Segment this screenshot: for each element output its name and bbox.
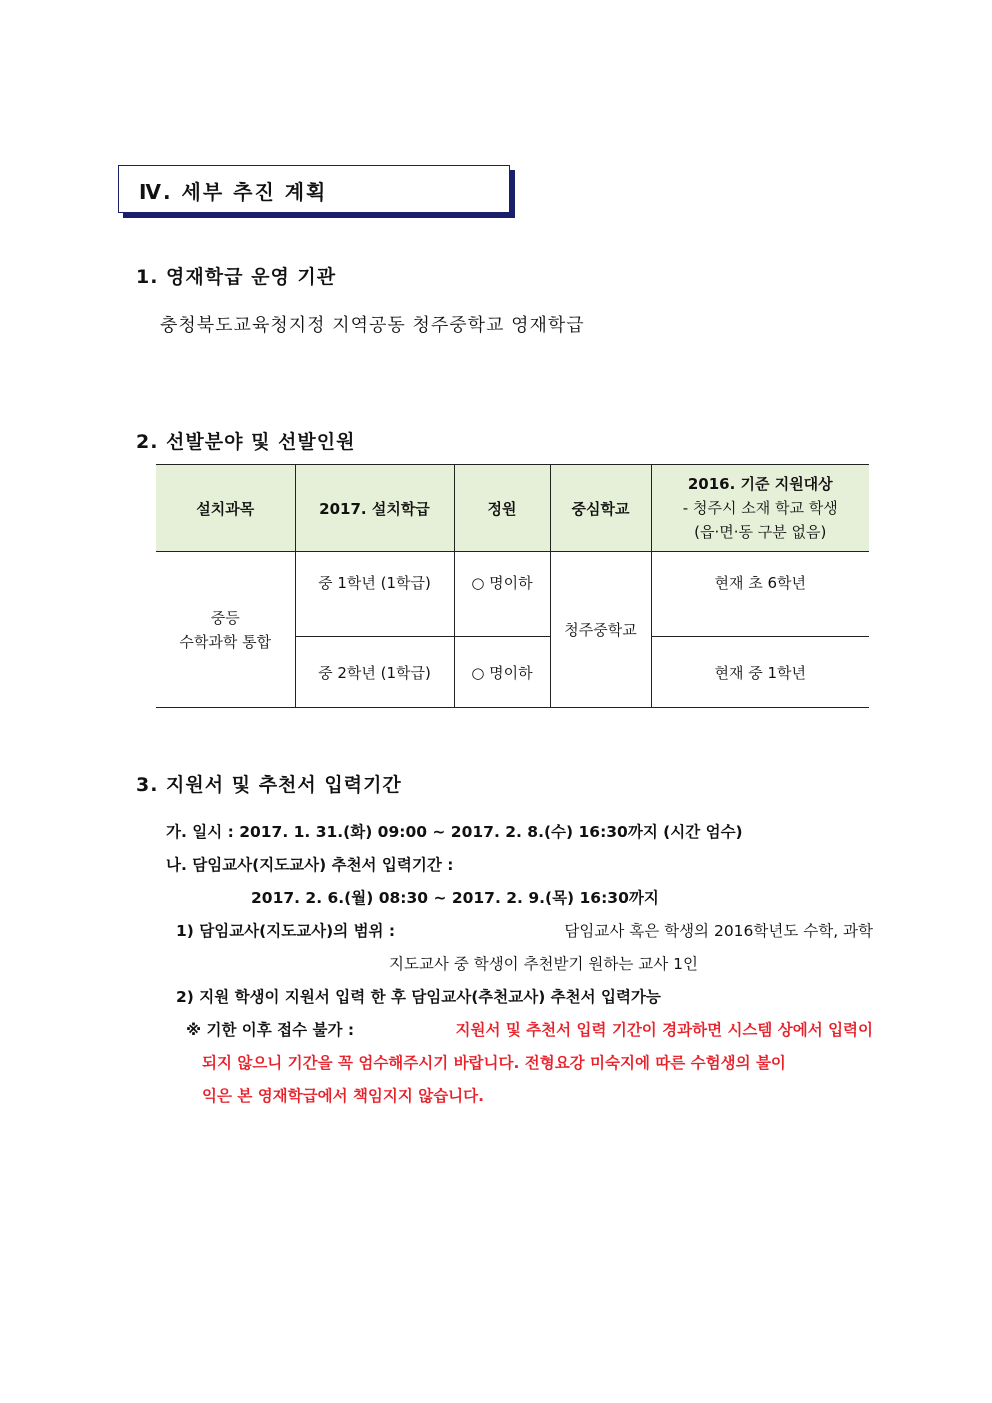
section2-title: 2. 선발분야 및 선발인원 [136, 431, 356, 453]
table-row [156, 552, 869, 637]
header-subject: 설치과목 [156, 465, 295, 552]
item1-label: 1) 담임교사(지도교사)의 범위 : [176, 922, 396, 940]
section3-title: 3. 지원서 및 추천서 입력기간 [136, 774, 402, 796]
section1-body: 충청북도교육청지정 지역공동 청주중학교 영재학급 [160, 315, 585, 336]
header-school: 중심학교 [550, 465, 651, 552]
cell-subject [156, 552, 295, 708]
cell-capacity: ○ 명이하 [454, 552, 550, 637]
header-target [651, 465, 869, 552]
cell-school: 청주중학교 [550, 552, 651, 708]
schedule-line-na-period: 2017. 2. 6.(월) 08:30 ~ 2017. 2. 9.(목) 16:30까지 [251, 889, 659, 907]
subject-line2: 수학과학 통합 [179, 632, 272, 651]
cell-capacity: ○ 명이하 [454, 637, 550, 708]
table-header-row [156, 465, 869, 552]
schedule-line-ga: 가. 일시 : 2017. 1. 31.(화) 09:00 ~ 2017. 2. 8.(수) 16:30까지 (시간 엄수) [166, 823, 743, 841]
cell-target: 현재 중 1학년 [651, 637, 869, 708]
item2-line: 2) 지원 학생이 지원서 입력 한 후 담임교사(추천교사) 추천서 입력가능 [176, 988, 661, 1006]
note-line3: 익은 본 영재학급에서 책임지지 않습니다. [202, 1087, 485, 1105]
subject-line1: 중등 [210, 608, 240, 627]
header-grade: 2017. 설치학급 [295, 465, 454, 552]
note-line2: 되지 않으니 기간을 꼭 엄수해주시기 바랍니다. 전형요강 미숙지에 따른 수험생의 불이 [202, 1054, 786, 1072]
item1-row [176, 919, 873, 941]
section1-title: 1. 영재학급 운영 기관 [136, 266, 337, 288]
header-capacity: 정원 [454, 465, 550, 552]
selection-table [156, 464, 869, 708]
header-target-line3: (읍·면·동 구분 없음) [694, 523, 827, 541]
note-line1: 지원서 및 추천서 입력 기간이 경과하면 시스템 상에서 입력이 [455, 1021, 873, 1039]
note-label: ※ 기한 이후 접수 불가 : [186, 1021, 355, 1039]
header-target-line2: - 청주시 소재 학교 학생 [682, 499, 838, 517]
cell-grade: 중 1학년 (1학급) [295, 552, 454, 637]
schedule-line-na: 나. 담임교사(지도교사) 추천서 입력기간 : [166, 856, 454, 874]
chapter-heading: Ⅳ. 세부 추진 계획 [139, 180, 328, 204]
cell-grade: 중 2학년 (1학급) [295, 637, 454, 708]
cell-target: 현재 초 6학년 [651, 552, 869, 637]
note-row [186, 1018, 873, 1040]
item1-continuation: 지도교사 중 학생이 추천받기 원하는 교사 1인 [389, 955, 698, 973]
item1-text: 담임교사 혹은 학생의 2016학년도 수학, 과학 [564, 922, 873, 940]
chapter-heading-box [118, 165, 510, 213]
header-target-line1: 2016. 기준 지원대상 [687, 475, 833, 493]
